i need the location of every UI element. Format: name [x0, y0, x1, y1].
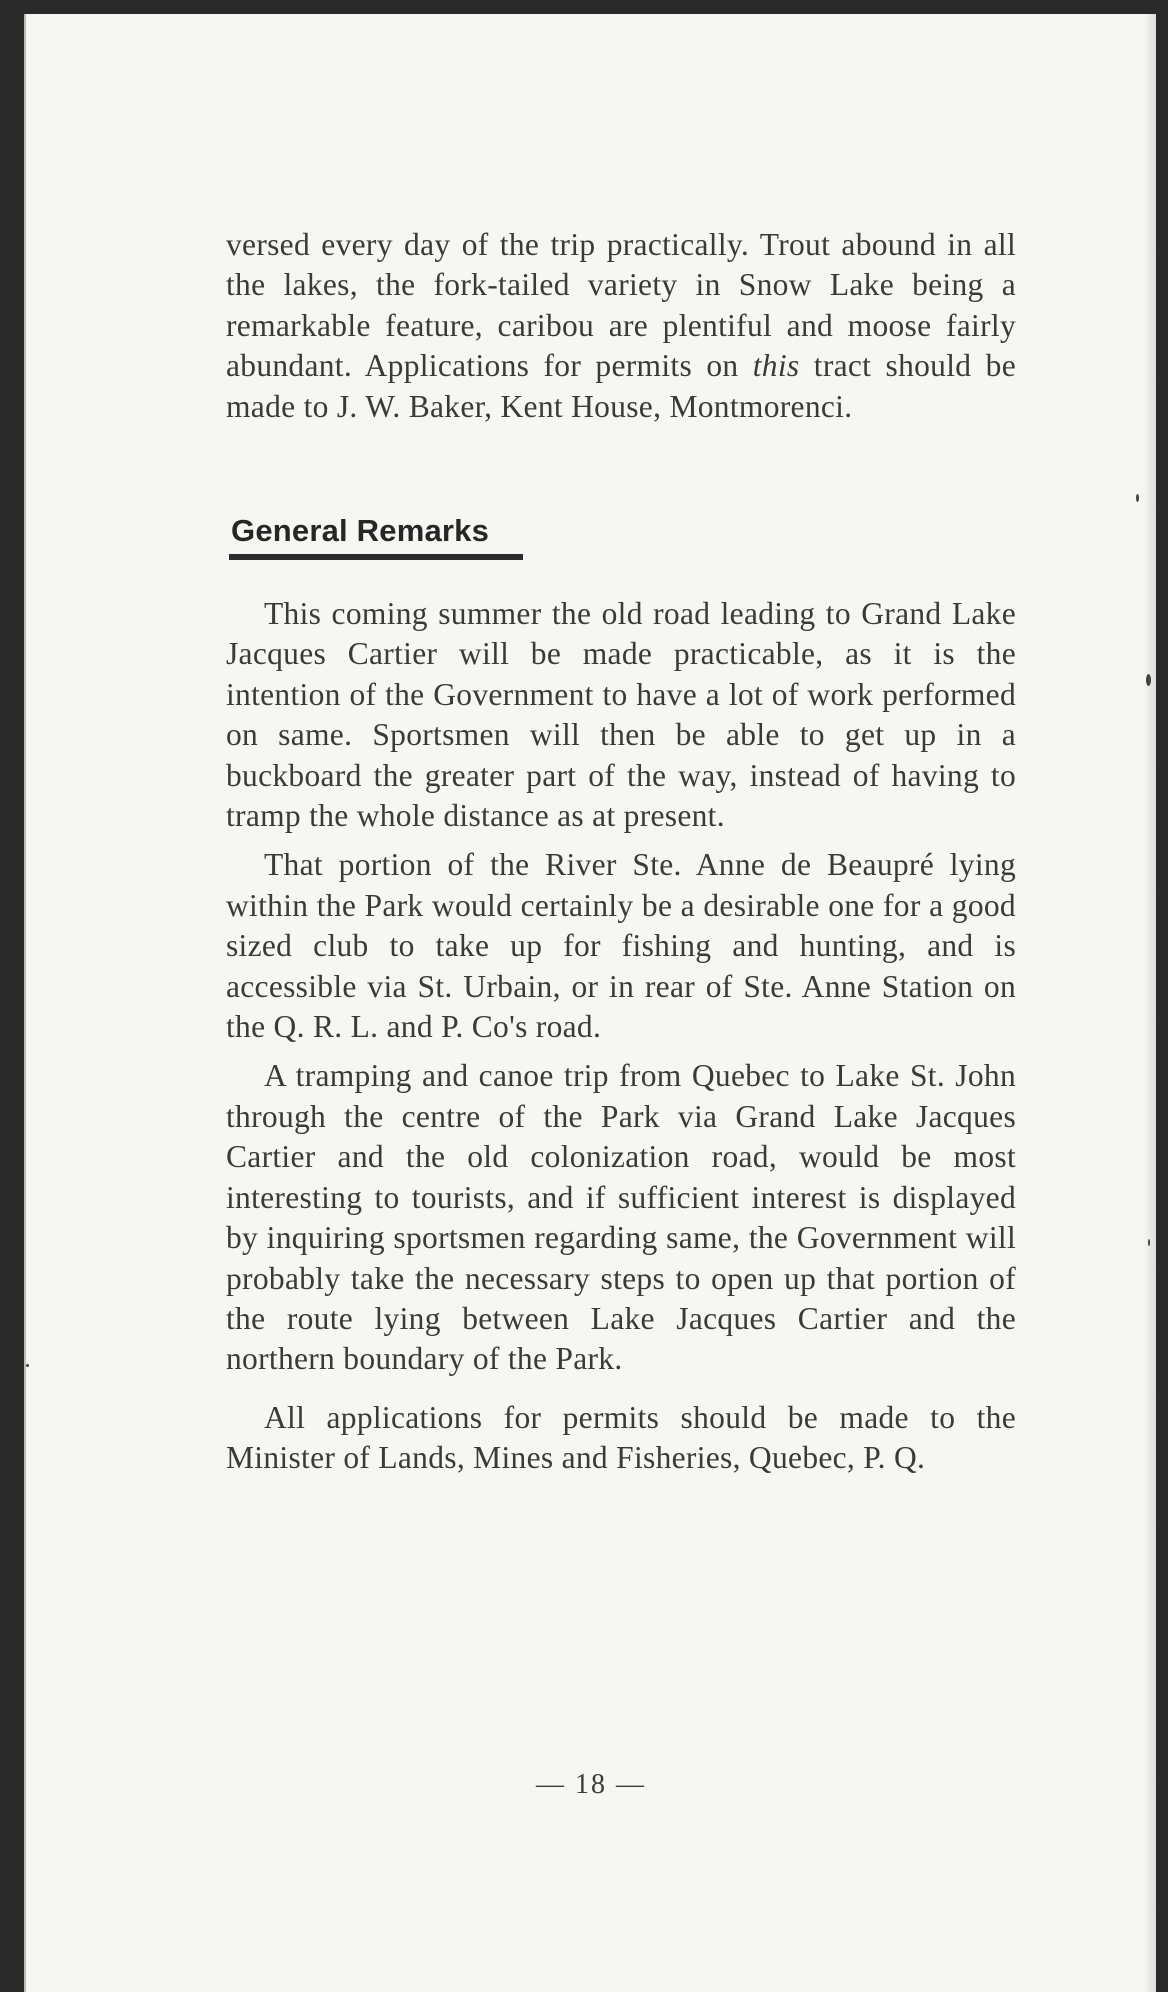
scan-speck — [1146, 674, 1151, 686]
section-heading-block — [231, 511, 523, 560]
paragraph-applications: All applications for permits should be made to the Minister of Lands, Mines and Fisheries, Quebec, P. Q. — [226, 1399, 1016, 1476]
heading-underline — [229, 554, 523, 560]
scan-speck — [1136, 494, 1139, 502]
paragraph-river: That portion of the River Ste. Anne de Beaupré lying within the Park would certainly be a desirable one for a good sized club to take up for fishing and hunting, and is accessible via St. Urbain, or in rear of Ste. Anne Station on the Q. R. L. and P. Co's road. — [226, 847, 1016, 1045]
intro-paragraph — [226, 225, 1016, 427]
section-body — [226, 594, 1016, 1479]
intro-text-start: versed every day of the trip practically. Trout abound in all the lakes, the fork-tailed variety in Snow Lake being a remarkable feature, caribou are plentiful and moose fairly abundant. Applications for permits on — [226, 227, 1016, 384]
scan-speck — [26, 1364, 29, 1367]
page-edge-shadow — [1144, 14, 1156, 1992]
intro-emphasis: this — [752, 348, 800, 384]
intro-paragraph-block — [226, 225, 1016, 427]
intro-text-end: tract should be made to J. W. Baker, Kent House, Montmorenci. — [226, 348, 1016, 424]
page-number: — 18 — — [536, 1769, 646, 1800]
book-page — [24, 14, 1156, 1992]
paragraph-road: This coming summer the old road leading to Grand Lake Jacques Cartier will be made practicable, as it is the intention of the Government to have a lot of work performed on same. Sportsmen will then be able to get up in a buckboard the greater part of the way, instead of having to tramp the whole distance as at present. — [226, 596, 1016, 834]
paragraph-canoe-trip: A tramping and canoe trip from Quebec to Lake St. John through the centre of the Park via Grand Lake Jacques Cartier and the old colonization road, would be most interesting to tourists, and if sufficient interest is displayed by inquiring sportsmen regarding same, the Government will probably take the necessary steps to open up that portion of the route lying between Lake Jacques Cartier and the northern boundary of the Park. — [226, 1058, 1016, 1377]
section-heading: General Remarks — [231, 513, 490, 548]
scan-speck — [1148, 1239, 1150, 1246]
